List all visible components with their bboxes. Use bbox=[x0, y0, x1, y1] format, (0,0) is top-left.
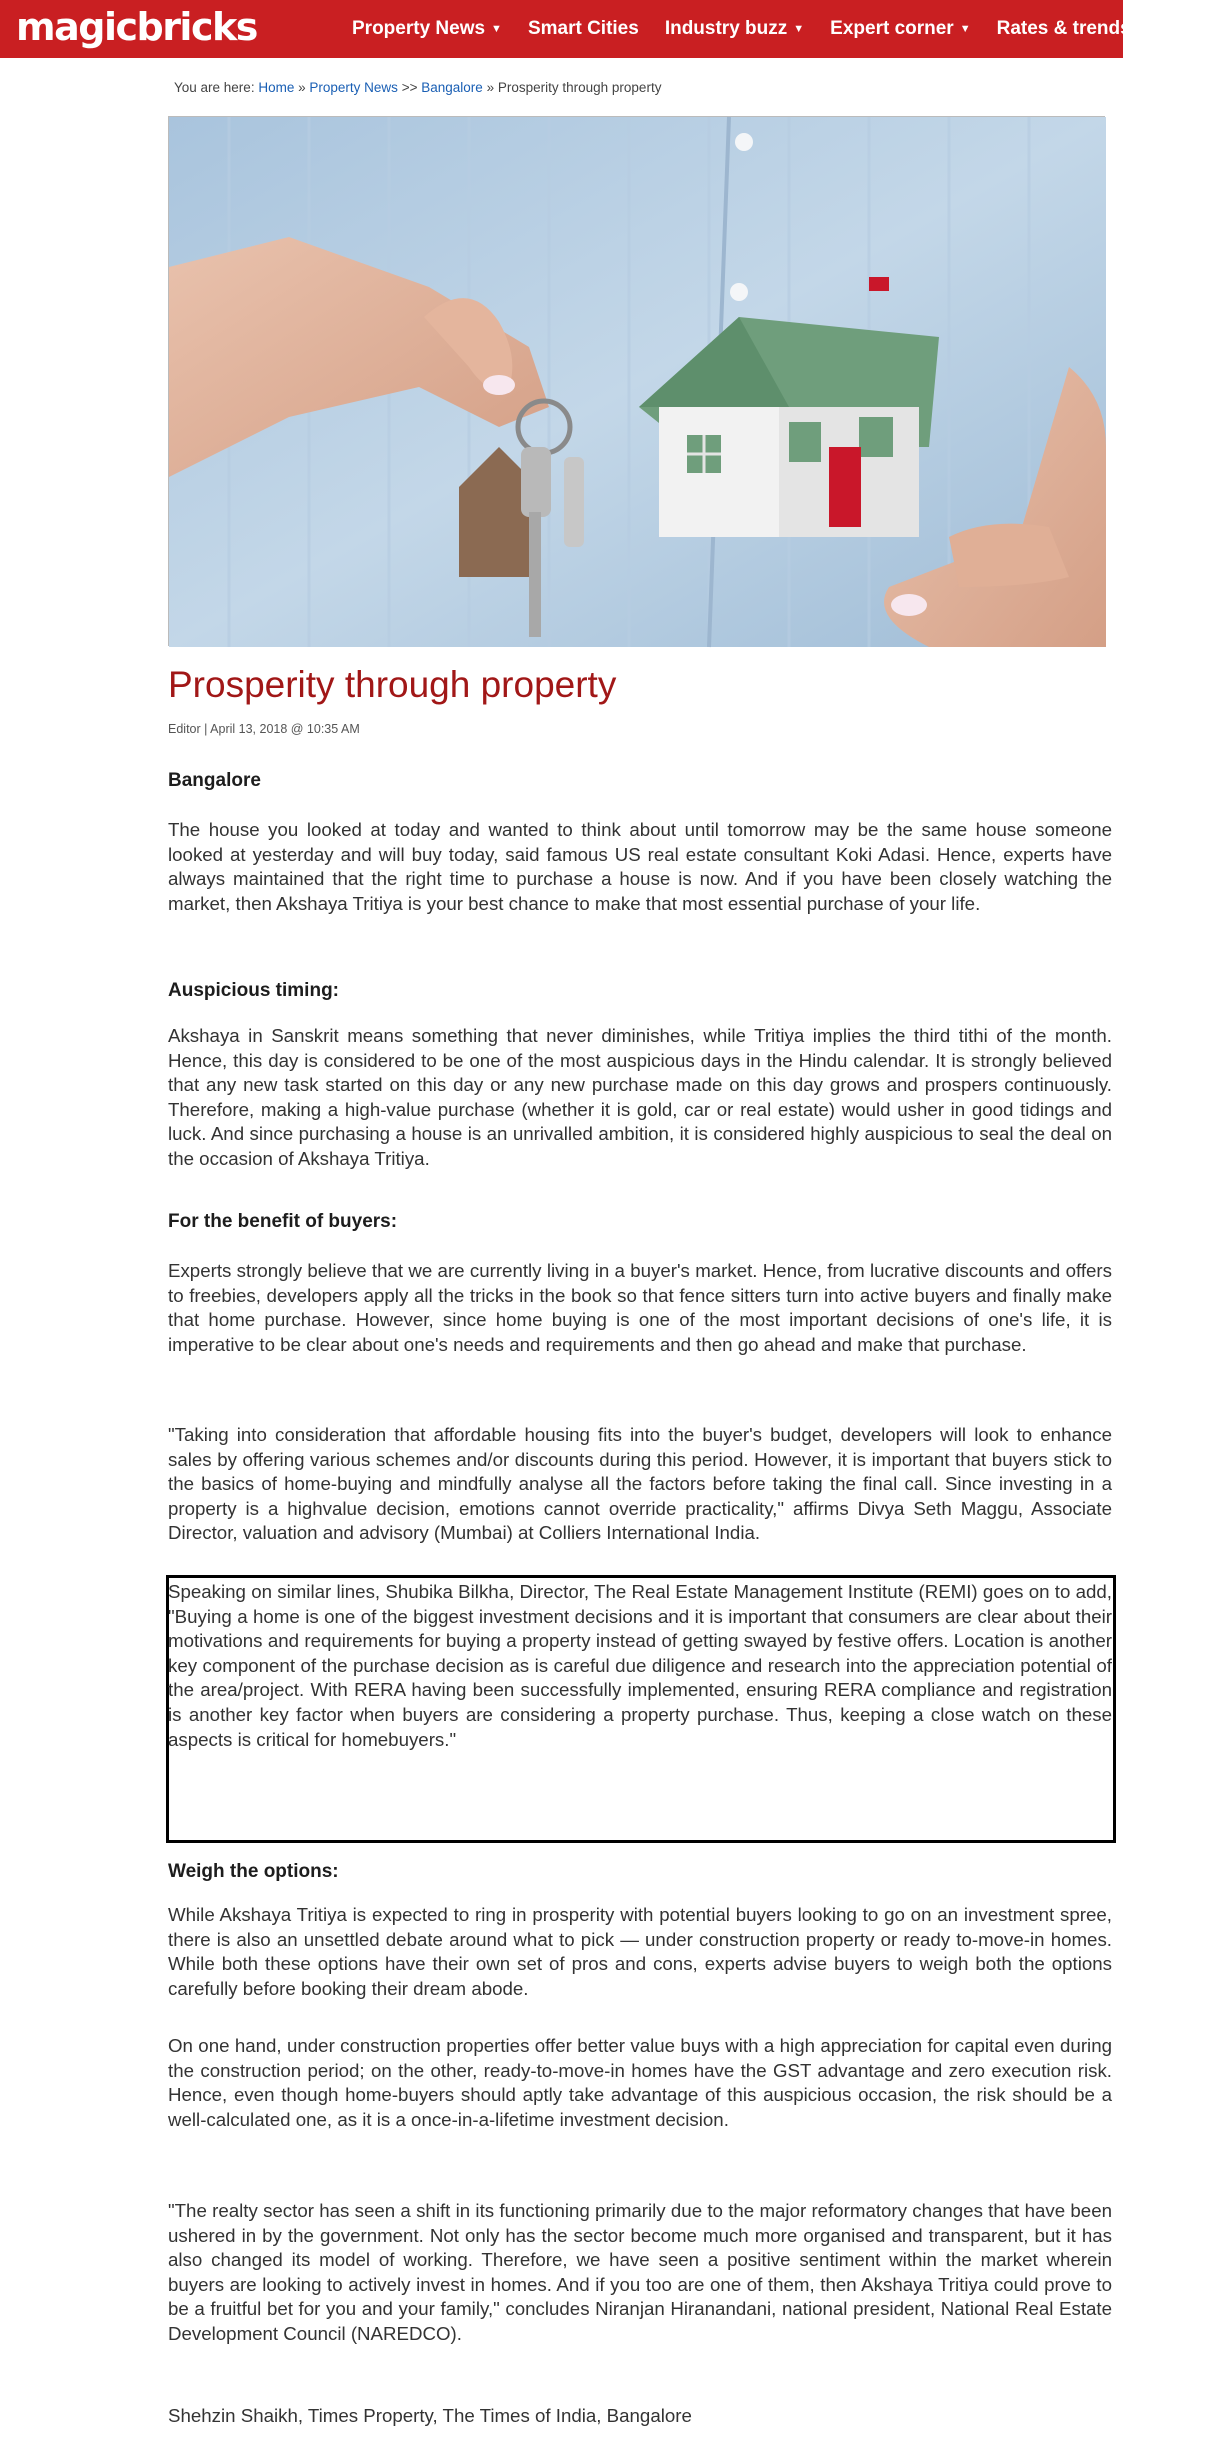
nav-smart-cities[interactable] bbox=[528, 18, 639, 40]
nav-label: Expert corner bbox=[830, 18, 954, 39]
breadcrumb-news-link[interactable]: Property News bbox=[309, 80, 398, 95]
chevron-down-icon: ▼ bbox=[491, 23, 502, 35]
author-credit: Shehzin Shaikh, Times Property, The Times of India, Bangalore bbox=[168, 2405, 692, 2426]
nav-legal[interactable] bbox=[1157, 18, 1191, 40]
breadcrumb-current: Prosperity through property bbox=[497, 80, 662, 95]
article-paragraph-8: "The realty sector has seen a shift in its functioning primarily due to the major reformatory changes that have been ushered in by the government. Not only has the sector become much more organised and transparent, but it has also changed its model of working. Therefore, we have seen a positive sentiment within the market wherein buyers are looking to actively invest in homes. And if you too are one of them, then Akshaya Tritiya could prove to be a fruitful bet for you and your family," concludes Niranjan Hiranandani, national president, National Real Estate Development Council (NAREDCO). bbox=[168, 2200, 1112, 2344]
chevron-down-icon: ▼ bbox=[959, 23, 971, 35]
nav-label: Industry buzz bbox=[664, 18, 788, 39]
article-byline: Editor | April 13, 2018 @ 10:35 AM bbox=[168, 722, 360, 736]
article-paragraph-3: Experts strongly believe that we are currently living in a buyer's market. Hence, from lucrative discounts and offers to freebies, developers apply all the tricks in the book so that fence sitters turn into active buyers and finally make that home purchase. However, since home buying is one of the most important decisions of one's life, it is imperative to be clear about one's needs and requirements and then go ahead and make that purchase. bbox=[168, 1260, 1112, 1355]
chevron-down-icon: ▼ bbox=[793, 23, 805, 35]
magicbricks-logo[interactable]: magicbricks bbox=[16, 5, 257, 49]
main-nav bbox=[352, 0, 1216, 58]
breadcrumb-separator: >> bbox=[401, 80, 418, 95]
breadcrumb-home-link[interactable]: Home bbox=[258, 80, 295, 95]
section-heading-timing: Auspicious timing: bbox=[168, 980, 339, 1001]
article-paragraph-6: While Akshaya Tritiya is expected to ring in prosperity with potential buyers looking to go on an investment spree, there is also an unsettled debate around what to pick — under construction property or ready to-move-in homes. While both these options have their own set of pros and cons, experts advise buyers to weigh both the options carefully before booking their dream abode. bbox=[168, 1904, 1112, 1999]
nav-property-news[interactable] bbox=[352, 18, 502, 40]
article-paragraph-4: "Taking into consideration that affordable housing fits into the buyer's budget, developers will look to enhance sales by offering various schemes and/or discounts during this period. However, it is important that buyers stick to the basics of home-buying and mindfully analyse all the factors before taking the final call. Since investing in a property is a highvalue decision, emotions cannot override practicality," affirms Divya Seth Maggu, Associate Director, valuation and advisory (Mumbai) at Colliers International India. bbox=[168, 1424, 1112, 1544]
nav-industry-buzz[interactable] bbox=[665, 18, 804, 40]
section-heading-weigh: Weigh the options: bbox=[168, 1861, 339, 1882]
breadcrumb-separator: » bbox=[486, 80, 495, 95]
article-paragraph-5: Speaking on similar lines, Shubika Bilkha, Director, The Real Estate Management Institute (REMI) goes on to add, "Buying a home is one of the biggest investment decisions and it is important that consumers are clear about their motivations and requirements for buying a property instead of getting swayed by festive offers. Location is another key component of the purchase decision as is careful due diligence and research into the appreciation potential of the area/project. With RERA having been successfully implemented, ensuring RERA compliance and registration is another key factor when buyers are considering a property purchase. Thus, keeping a close watch on these aspects is critical for homebuyers." bbox=[168, 1581, 1112, 1750]
article-paragraph-7: On one hand, under construction properties offer better value buys with a high appreciation for capital even during the construction period; on the other, ready-to-move-in homes have the GST advantage and zero execution risk. Hence, even though home-buyers should aptly take advantage of this auspicious occasion, the risk should be a well-calculated one, as it is a once-in-a-lifetime investment decision. bbox=[168, 2035, 1112, 2130]
hero-illustration bbox=[169, 117, 1106, 647]
top-navigation-bar bbox=[0, 0, 1191, 58]
breadcrumb-separator: » bbox=[298, 80, 306, 95]
nav-label: Leg bbox=[1156, 18, 1191, 39]
breadcrumb-city-link[interactable]: Bangalore bbox=[421, 80, 483, 95]
article-paragraph-1: The house you looked at today and wanted to think about until tomorrow may be the same house someone looked at yesterday and will buy today, said famous US real estate consultant Koki Adasi. Hence, experts have always maintained that the right time to purchase a house is now. And if you have been closely watching the market, then Akshaya Tritiya is your best chance to make that most essential purchase of your life. bbox=[168, 819, 1112, 914]
nav-label: Rates & trends bbox=[996, 18, 1131, 39]
nav-label: Smart Cities bbox=[527, 18, 639, 39]
article-hero-image bbox=[168, 116, 1105, 646]
section-heading-benefit: For the benefit of buyers: bbox=[168, 1211, 398, 1232]
nav-rates-trends[interactable] bbox=[997, 18, 1131, 40]
breadcrumb-prefix: You are here: bbox=[174, 80, 255, 95]
article-title: Prosperity through property bbox=[168, 664, 617, 705]
nav-label: Property News bbox=[352, 18, 486, 39]
nav-expert-corner[interactable] bbox=[830, 18, 970, 40]
breadcrumb bbox=[174, 80, 661, 95]
location-heading: Bangalore bbox=[168, 770, 261, 791]
article-paragraph-2: Akshaya in Sanskrit means something that never diminishes, while Tritiya implies the third tithi of the month. Hence, this day is considered to be one of the most auspicious days in the Hindu calendar. It is strongly believed that any new task started on this day or any new purchase made on this day grows and prospers continuously. Therefore, making a high-value purchase (whether it is gold, car or real estate) would usher in good tidings and luck. And since purchasing a house is an unrivalled ambition, it is considered highly auspicious to seal the deal on the occasion of Akshaya Tritiya. bbox=[168, 1025, 1112, 1169]
